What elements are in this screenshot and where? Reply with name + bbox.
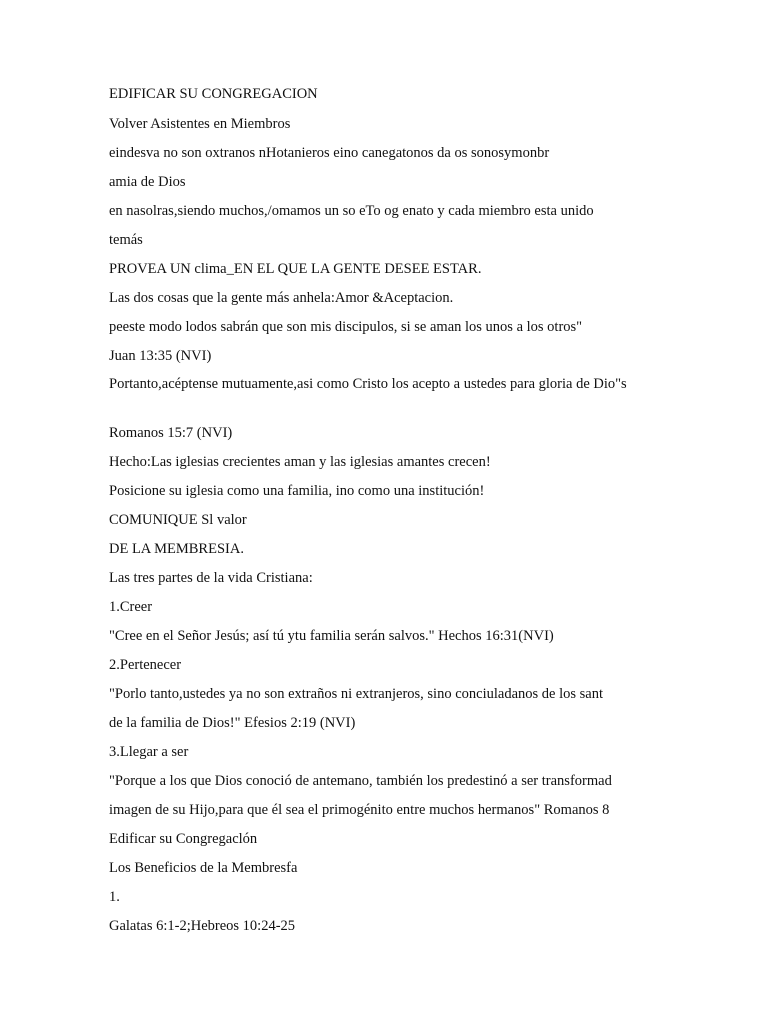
text-line: Hecho:Las iglesias crecientes aman y las iglesias amantes crecen!: [109, 454, 491, 470]
list-item: 3.Llegar a ser: [109, 744, 189, 760]
scripture-reference: Romanos 15:7 (NVI): [109, 425, 233, 441]
list-item: 1.: [109, 889, 120, 905]
scripture-reference: Galatas 6:1-2;Hebreos 10:24-25: [109, 918, 296, 934]
text-line: Posicione su iglesia como una familia, ino como una institución!: [109, 483, 485, 499]
text-line: eindesva no son oxtranos nHotanieros eino canegatonos da os sonosymonbr: [109, 145, 550, 161]
document-title: EDIFICAR SU CONGREGACION: [109, 86, 318, 102]
text-line: "Porque a los que Dios conoció de antemano, también los predestinó a ser transformad: [109, 773, 612, 789]
section-heading: Volver Asistentes en Miembros: [109, 116, 291, 132]
section-heading: Edificar su Congregaclón: [109, 831, 258, 847]
text-line: peeste modo lodos sabrán que son mis discipulos, si se aman los unos a los otros": [109, 319, 583, 335]
section-heading: Los Beneficios de la Membresfa: [109, 860, 298, 876]
scripture-reference: Juan 13:35 (NVI): [109, 348, 212, 364]
text-line: de la familia de Dios!" Efesios 2:19 (NVI): [109, 715, 356, 731]
text-line: amia de Dios: [109, 174, 186, 190]
list-item: 1.Creer: [109, 599, 153, 615]
text-line: Las tres partes de la vida Cristiana:: [109, 570, 313, 586]
text-line: imagen de su Hijo,para que él sea el primogénito entre muchos hermanos" Romanos 8: [109, 802, 610, 818]
section-heading: COMUNIQUE Sl valor: [109, 512, 247, 528]
list-item: 2.Pertenecer: [109, 657, 182, 673]
text-line: "Cree en el Señor Jesús; así tú ytu familia serán salvos." Hechos 16:31(NVI): [109, 628, 554, 644]
section-heading: PROVEA UN clima_EN EL QUE LA GENTE DESEE ESTAR.: [109, 261, 482, 277]
text-line: en nasolras,siendo muchos,/omamos un so eTo og enato y cada miembro esta unido: [109, 203, 594, 219]
text-line: Las dos cosas que la gente más anhela:Amor &Aceptacion.: [109, 290, 454, 306]
text-line: "Porlo tanto,ustedes ya no son extraños ni extranjeros, sino conciuladanos de los sant: [109, 686, 603, 702]
text-paragraph: Portanto,acéptense mutuamente,asi como Cristo los acepto a ustedes para gloria de Dio"s: [109, 376, 627, 392]
section-heading: DE LA MEMBRESIA.: [109, 541, 244, 557]
text-line: temás: [109, 232, 143, 248]
